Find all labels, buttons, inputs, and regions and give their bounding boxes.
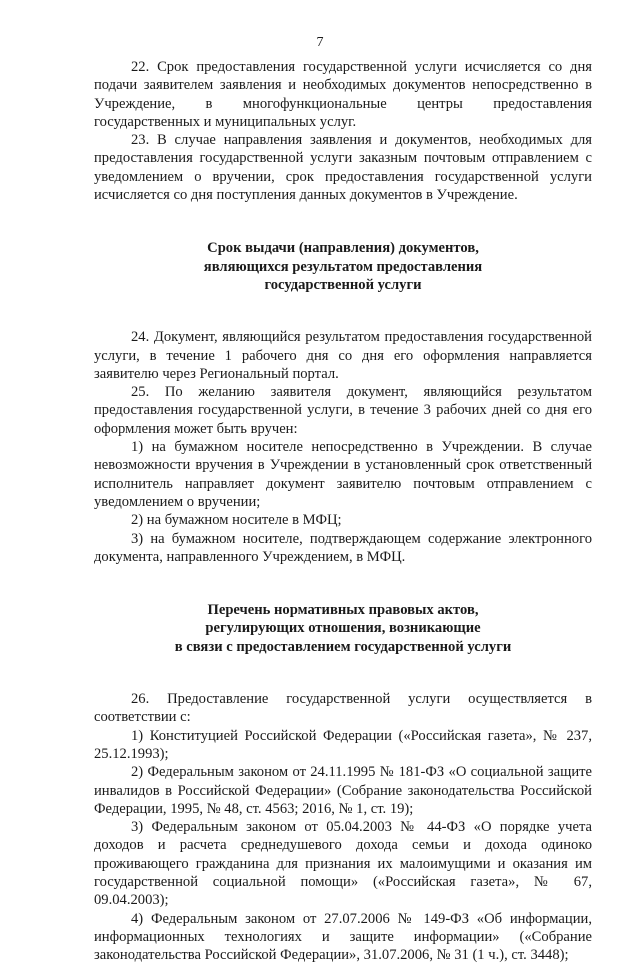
heading-line: в связи с предоставлением государственной услуги [174,638,512,655]
paragraph-24: 24. Документ, являющийся результатом предоставления государственной услуги, в течение 1 рабочего дня со дня его оформления направляется заявителю через Региональный портал. [94,329,592,382]
page-number: 7 [316,35,324,50]
list-item: 3) на бумажном носителе, подтверждающем содержание электронного документа, направленного Учреждением, в МФЦ. [94,530,592,565]
paragraph-23: 23. В случае направления заявления и документов, необходимых для предоставления государственной услуги заказным почтовым отправлением с уведомлением о вручении, срок предоставления государственной услуги исчисляется со дня поступления данных документов в Учреждение. [94,132,592,204]
list-item: 3) Федеральным законом от 05.04.2003 № 44-ФЗ «О порядке учета доходов и расчета среднедушевого дохода семьи и дохода одиноко проживающего гражданина для признания их малоимущими и оказания им государственной социальной помощи» («Российская газета», № 67, 09.04.2003); [94,819,592,909]
list-item: 1) на бумажном носителе непосредственно в Учреждении. В случае невозможности вручения в Учреждении в установленный срок ответственный исполнитель направляет документ заявителю почтовым отправлением с уведомлением о вручении; [94,439,592,510]
section-heading-issue-deadline [94,239,592,294]
document-body [94,58,592,964]
paragraph-22: 22. Срок предоставления государственной услуги исчисляется со дня подачи заявителем заявления и необходимых документов непосредственно в Учреждение, в многофункциональные центры предоставления государственных и муниципальных услуг. [94,59,592,130]
heading-line: являющихся результатом предоставления [203,258,483,275]
paragraph-25: 25. По желанию заявителя документ, являющийся результатом предоставления государственной услуги, в течение 3 рабочих дней со дня его оформления может быть вручен: [94,384,592,437]
list-item: 4) Федеральным законом от 27.07.2006 № 149-ФЗ «Об информации, информационных технологиях и защите информации» («Собрание законодательства Российской Федерации», 31.07.2006, № 31 (1 ч.), ст. 3448); [94,910,592,964]
heading-line: регулирующих отношения, возникающие [205,620,481,637]
list-item: 2) Федеральным законом от 24.11.1995 № 181-ФЗ «О социальной защите инвалидов в Российской Федерации» (Собрание законодательства Российской Федерации, 1995, № 48, ст. 4563; 2016, № 1, ст. 19); [94,764,592,817]
heading-line: Срок выдачи (направления) документов, [207,240,479,257]
list-item: 2) на бумажном носителе в МФЦ; [131,512,342,529]
paragraph-26: 26. Предоставление государственной услуги осуществляется в соответствии с: [94,691,592,726]
heading-line: Перечень нормативных правовых актов, [207,602,479,619]
heading-line: государственной услуги [264,276,422,293]
section-heading-legal-acts [94,601,592,656]
list-item: 1) Конституцией Российской Федерации («Российская газета», № 237, 25.12.1993); [94,727,592,762]
